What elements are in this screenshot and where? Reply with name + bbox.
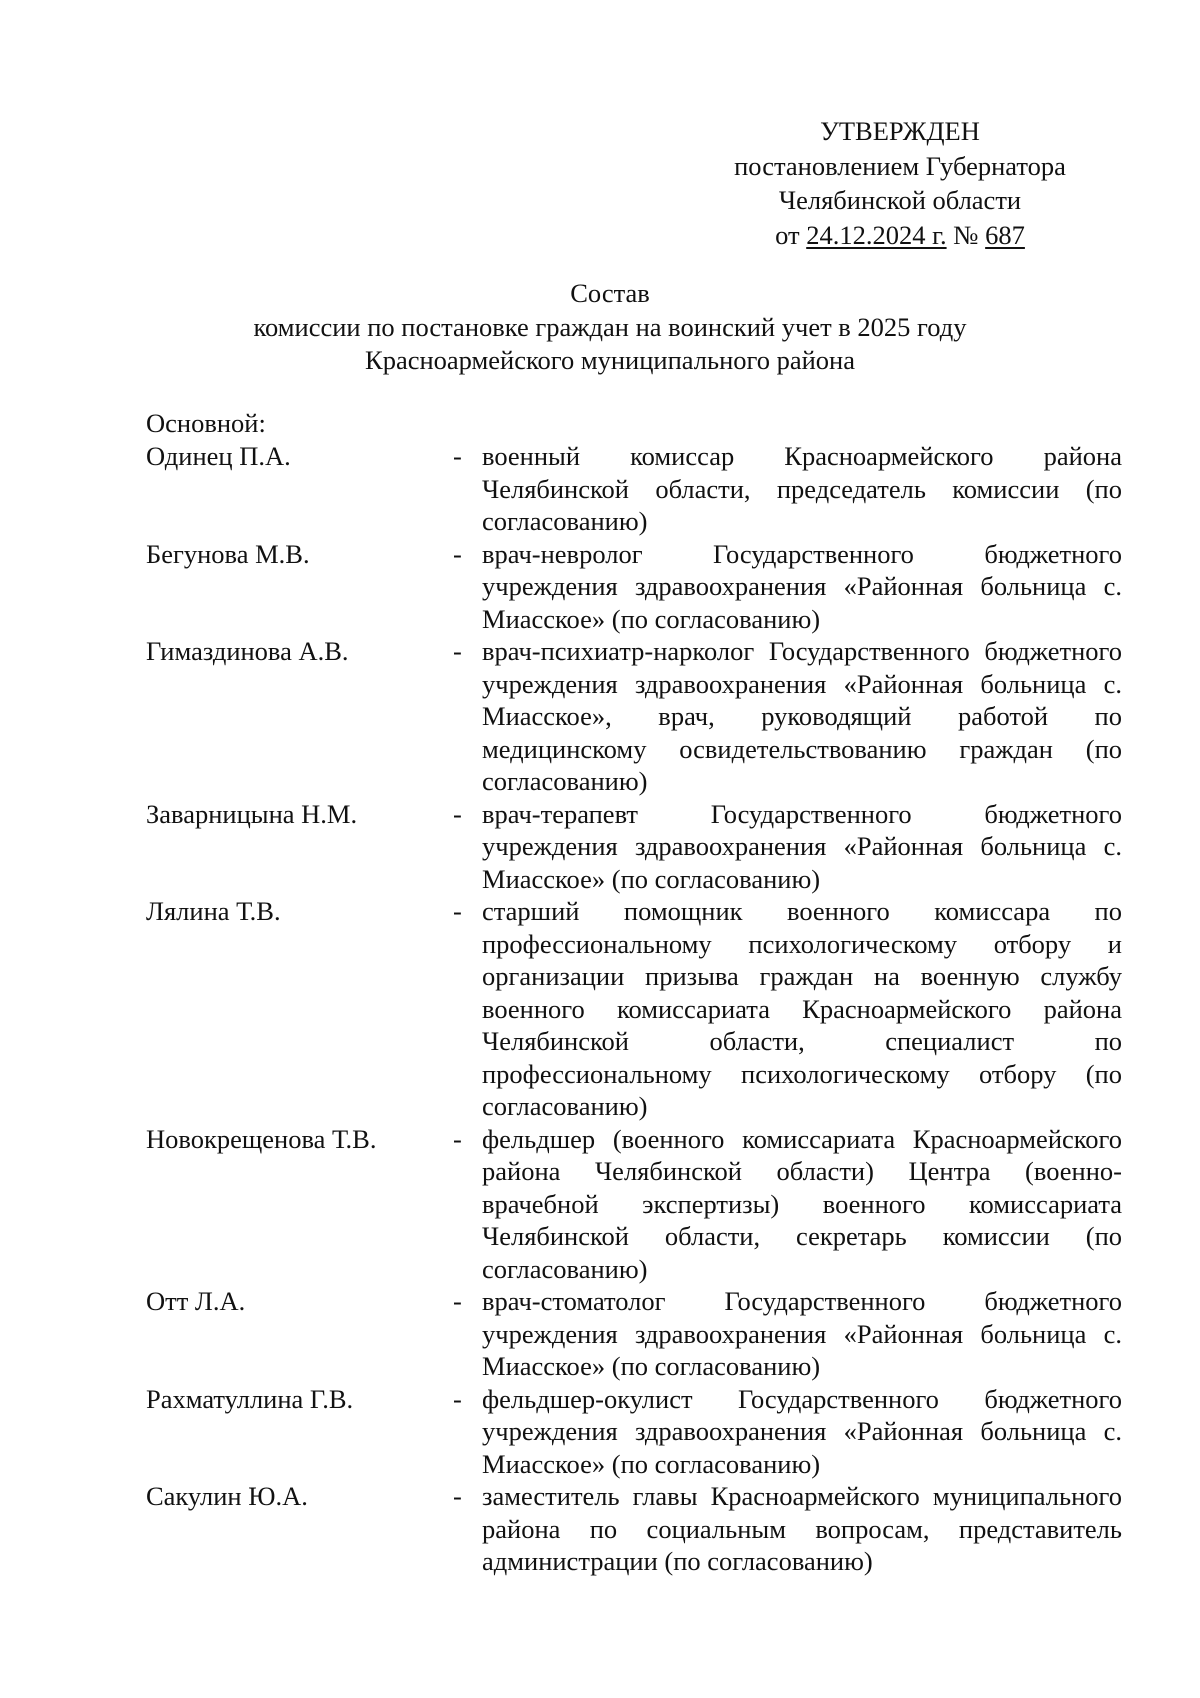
- member-dash: -: [453, 441, 462, 471]
- member-name: Заварницына Н.М.: [146, 798, 358, 829]
- member-dash: -: [453, 1286, 462, 1316]
- member-role: врач-невролог Государственного бюджетного учреждения здравоохранения «Районная больница с. Миасское» (по согласованию): [482, 538, 1122, 634]
- approval-stamp: [640, 114, 1160, 252]
- member-name: Сакулин Ю.А.: [146, 1481, 308, 1511]
- member-name: Одинец П.А.: [146, 441, 291, 471]
- approval-by-line: постановлением Губернатора: [734, 150, 1066, 181]
- member-row: [146, 1285, 1122, 1383]
- document-heading: [140, 277, 1080, 378]
- approval-date-line: [640, 218, 1160, 253]
- member-row: [146, 538, 1122, 636]
- member-role: заместитель главы Красноармейского муниципального района по социальным вопросам, представитель администрации (по согласованию): [482, 1481, 1122, 1576]
- member-name: Рахматуллина Г.В.: [146, 1383, 354, 1414]
- approval-date-prefix: от: [775, 219, 800, 250]
- member-name: Гимаздинова А.В.: [146, 636, 349, 666]
- member-role: фельдшер-окулист Государственного бюджетного учреждения здравоохранения «Районная больница с. Миасское» (по согласованию): [482, 1383, 1122, 1479]
- member-row: [146, 798, 1122, 896]
- approval-date: 24.12.2024 г.: [806, 219, 947, 250]
- member-dash: -: [453, 1123, 462, 1154]
- member-role: врач-терапевт Государственного бюджетного учреждения здравоохранения «Районная больница с. Миасское» (по согласованию): [482, 798, 1122, 894]
- member-name: Лялина Т.В.: [146, 896, 281, 926]
- heading-line-2: комиссии по постановке граждан на воинский учет в 2025 году: [253, 311, 967, 342]
- member-name: Отт Л.А.: [146, 1286, 246, 1316]
- approval-number-prefix: №: [953, 219, 979, 250]
- member-dash: -: [453, 636, 462, 666]
- heading-line-1: Состав: [570, 278, 650, 308]
- member-dash: -: [453, 896, 462, 926]
- member-dash: -: [453, 798, 462, 829]
- member-row: [146, 440, 1122, 538]
- approval-number: 687: [985, 219, 1025, 250]
- member-row: [146, 1383, 1122, 1481]
- approval-region-line: Челябинской области: [778, 185, 1022, 215]
- member-dash: -: [453, 538, 462, 569]
- member-row: [146, 635, 1122, 798]
- heading-line-3: Красноармейского муниципального района: [365, 345, 855, 375]
- member-role: старший помощник военного комиссара по профессиональному психологическому отбору и организации призыва граждан на военную службу военного комиссариата Красноармейского района Челябинской области, специалист по профессиональному психологическому отбору (по согласованию): [482, 896, 1122, 1121]
- member-role: фельдшер (военного комиссариата Красноармейского района Челябинской области) Центра (военно-врачебной экспертизы) военного комиссариата Челябинской области, секретарь комиссии (по согласованию): [482, 1123, 1122, 1284]
- member-role: врач-стоматолог Государственного бюджетного учреждения здравоохранения «Районная больница с. Миасское» (по согласованию): [482, 1286, 1122, 1381]
- member-row: [146, 1123, 1122, 1286]
- approval-title: УТВЕРЖДЕН: [820, 116, 980, 146]
- members-list: [146, 440, 1122, 1578]
- member-name: Бегунова М.В.: [146, 538, 310, 569]
- member-role: военный комиссар Красноармейского района Челябинской области, председатель комиссии (по согласованию): [482, 441, 1122, 536]
- member-dash: -: [453, 1383, 462, 1414]
- section-label: Основной:: [146, 408, 266, 438]
- member-name: Новокрещенова Т.В.: [146, 1123, 377, 1154]
- member-role: врач-психиатр-нарколог Государственного бюджетного учреждения здравоохранения «Районная больница с. Миасское», врач, руководящий работой по медицинскому освидетельствованию граждан (по согласованию): [482, 636, 1122, 796]
- member-row: [146, 895, 1122, 1123]
- member-row: [146, 1480, 1122, 1578]
- member-dash: -: [453, 1481, 462, 1511]
